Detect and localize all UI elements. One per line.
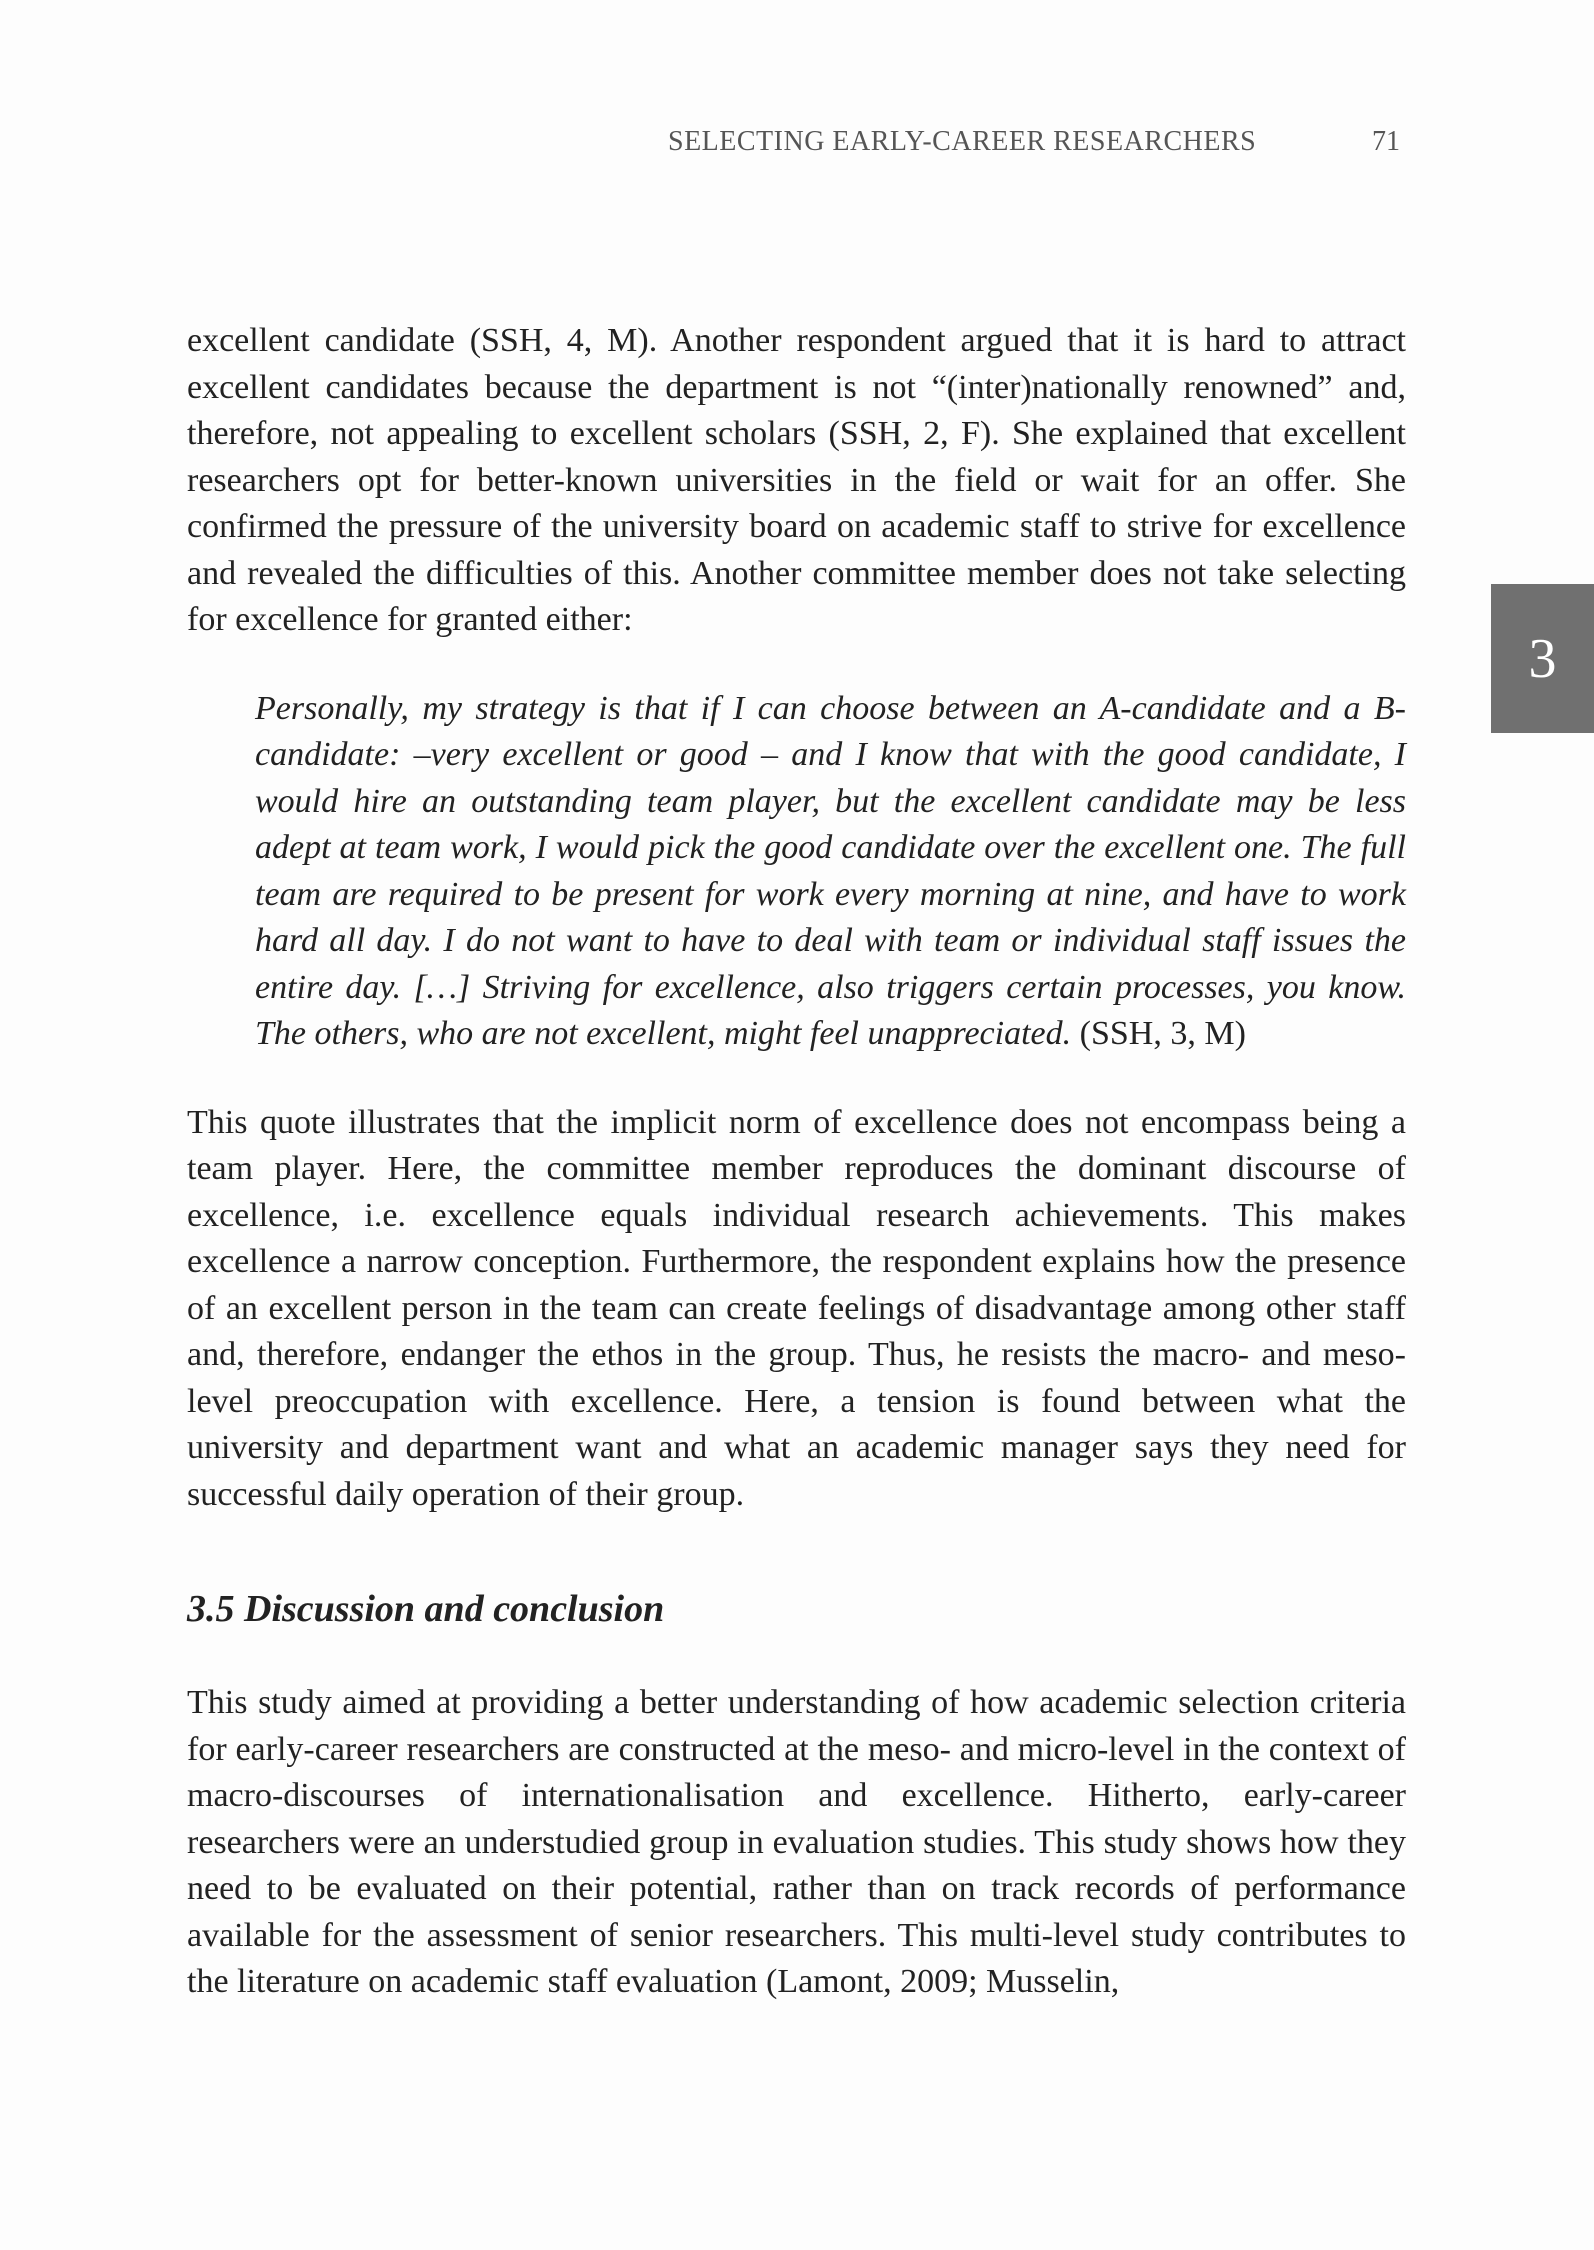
paragraph: This study aimed at providing a better understanding of how academic selection criteria for early-career researchers are constructed at the meso- and micro-level in the context of macro-discourses of internationalisation and excellence. Hitherto, early-career researchers were an understudied group in evaluation studies. This study shows how they need to be evaluated on their potential, rather than on track records of performance available for the assessment of senior researchers. This multi-level study contributes to the literature on academic staff evaluation (Lamont, 2009; Musselin, — [187, 1684, 1406, 2000]
paragraph: This quote illustrates that the implicit norm of excellence does not encompass being a team player. Here, the committee member reproduces the dominant discourse of excellence, i.e. excellence equals individual research achievements. This makes excellence a narrow conception. Furthermore, the respondent explains how the presence of an excellent person in the team can create feelings of disadvantage among other staff and, therefore, endanger the ethos in the group. Thus, he resists the macro- and meso-level preoccupation with excellence. Here, a tension is found between what the university and department want and what an academic manager says they need for successful daily operation of their group. — [187, 1103, 1406, 1513]
running-head: SELECTING EARLY-CAREER RESEARCHERS — [668, 126, 1257, 157]
body-text — [187, 318, 1406, 2006]
paragraph: excellent candidate (SSH, 4, M). Another respondent argued that it is hard to attract excellent candidates because the department is not “(inter)nationally renowned” and, therefore, not appealing to excellent scholars (SSH, 2, F). She explained that excellent researchers opt for better-known universities in the field or wait for an offer. She confirmed the pressure of the university board on academic staff to strive for excellence and revealed the difficulties of this. Another committee member does not take selecting for excellence for granted either: — [187, 322, 1406, 638]
quote-citation: (SSH, 3, M) — [1071, 1015, 1246, 1052]
page-number: 71 — [1372, 126, 1400, 157]
section-heading: 3.5 Discussion and conclusion — [187, 1588, 665, 1630]
chapter-tab: 3 — [1491, 584, 1594, 733]
quote-text: Personally, my strategy is that if I can choose between an A-candidate and a B-candidate: –very excellent or good – and I know that with the good candidate, I would hire an outstanding team player, but the excellent candidate may be less adept at team work, I would pick the good candidate over the excellent one. The full team are required to be present for work every morning at nine, and have to work hard all day. I do not want to have to deal with team or individual staff issues the entire day. […] Striving for excellence, also triggers certain processes, you know. The others, who are not excellent, might feel unappreciated. — [255, 689, 1406, 1052]
block-quote — [255, 686, 1406, 1058]
